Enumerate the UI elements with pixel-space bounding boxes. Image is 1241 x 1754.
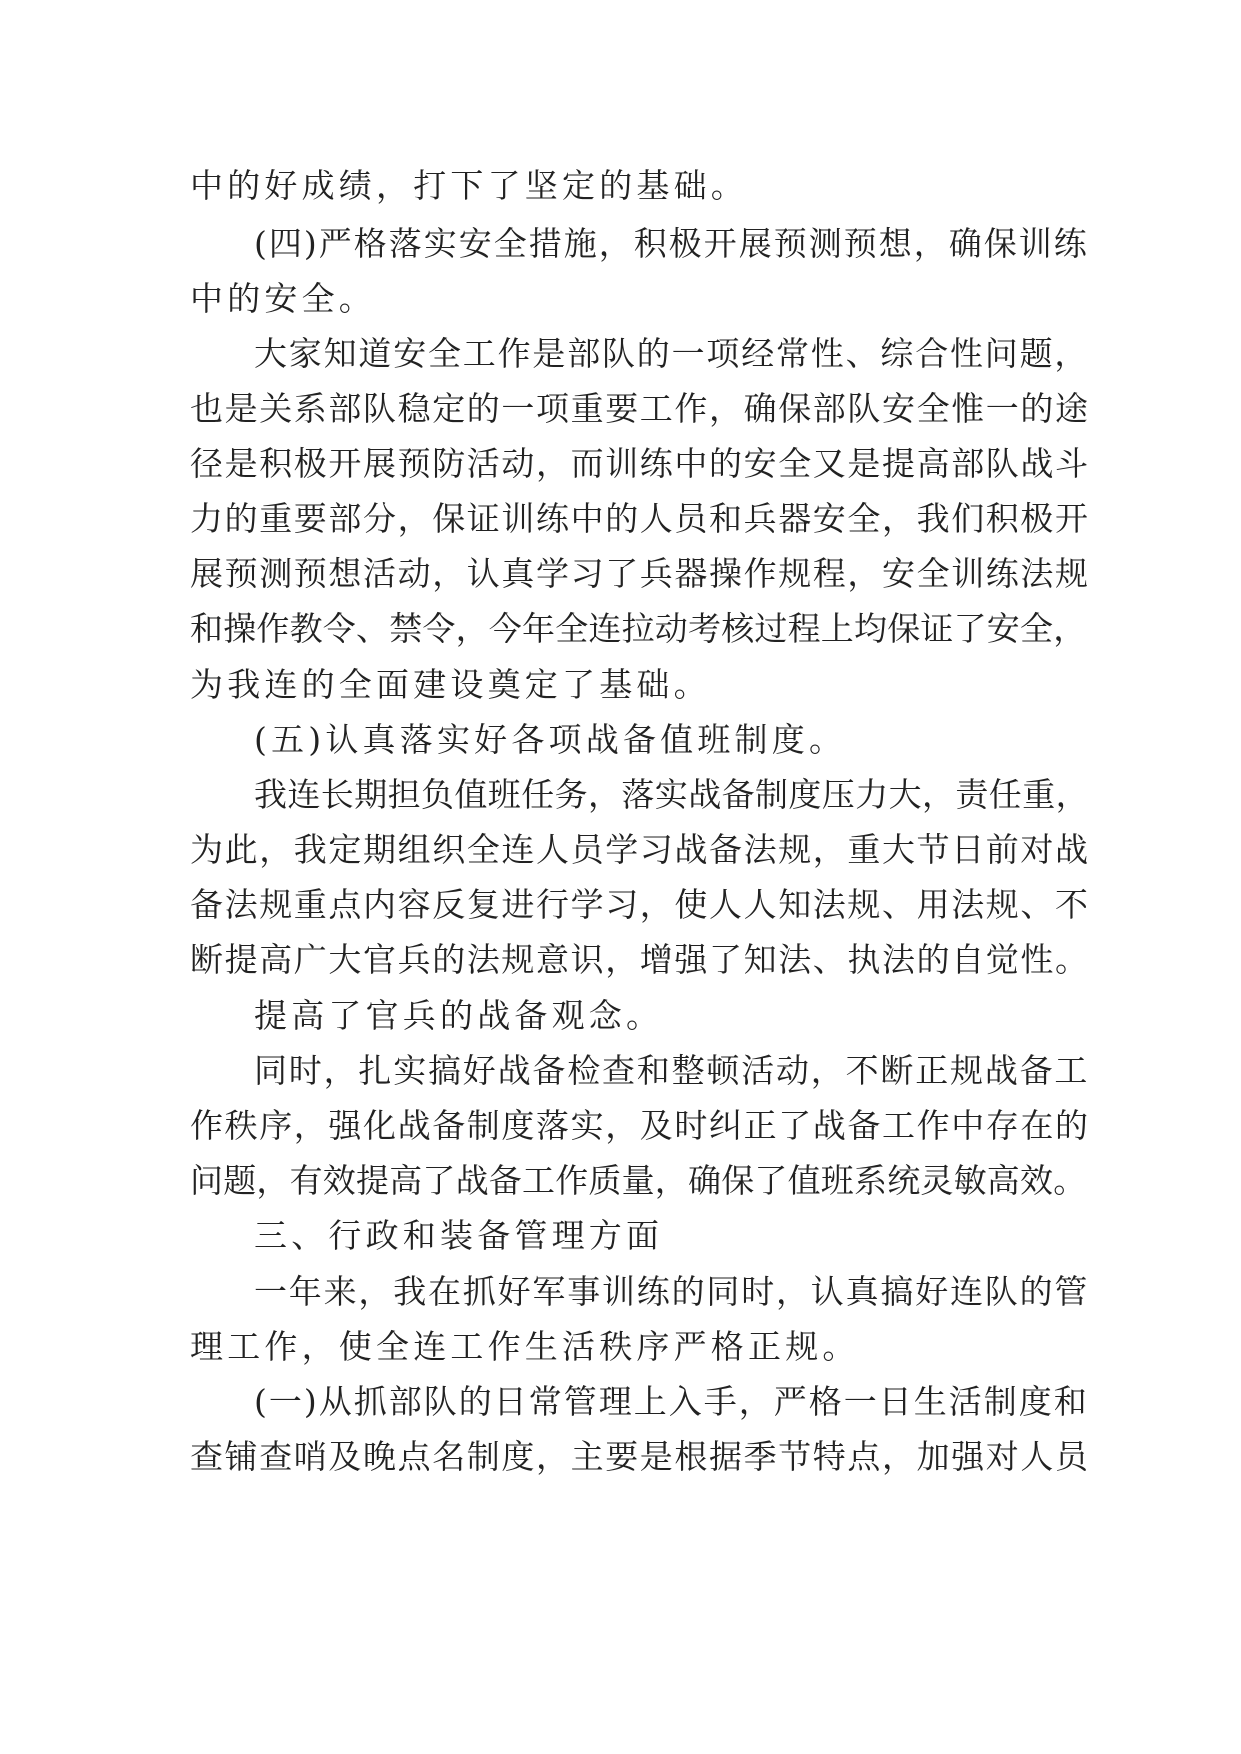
text-line-10: 为我连的全面建设奠定了基础。 [190,665,711,704]
text-line-7: 力的重要部分，保证训练中的人员和兵器安全，我们积极开 [190,499,1090,538]
text-line-2: (四)严格落实安全措施，积极开展预测预想，确保训练 [254,224,1089,263]
text-line-16: 提高了官兵的战备观念。 [254,996,664,1035]
text-line-14: 备法规重点内容反复进行学习，使人人知法规、用法规、不 [190,885,1090,924]
text-line-24: 查铺查哨及晚点名制度，主要是根据季节特点，加强对人员 [190,1437,1090,1476]
text-line-4: 大家知道安全工作是部队的一项经常性、综合性问题， [254,334,1090,373]
text-line-3: 中的安全。 [190,279,376,318]
text-line-17: 同时，扎实搞好战备检查和整顿活动，不断正规战备工 [254,1051,1090,1090]
text-line-18: 作秩序，强化战备制度落实，及时纠正了战备工作中存在的 [190,1106,1090,1145]
text-line-13: 为此，我定期组织全连人员学习战备法规，重大节日前对战 [190,830,1090,869]
text-line-12: 我连长期担负值班任务，落实战备制度压力大，责任重， [254,775,1089,814]
text-line-9: 和操作教令、禁令，今年全连拉动考核过程上均保证了安全， [190,609,1087,648]
text-line-21: 一年来，我在抓好军事训练的同时，认真搞好连队的管 [254,1272,1090,1311]
text-line-22: 理工作，使全连工作生活秩序严格正规。 [190,1327,860,1366]
text-line-6: 径是积极开展预防活动，而训练中的安全又是提高部队战斗 [190,444,1090,483]
text-line-19: 问题，有效提高了战备工作质量，确保了值班系统灵敏高效。 [190,1161,1087,1200]
text-line-1: 中的好成绩，打下了坚定的基础。 [190,166,748,205]
text-line-15: 断提高广大官兵的法规意识，增强了知法、执法的自觉性。 [190,940,1090,979]
text-line-11: (五)认真落实好各项战备值班制度。 [254,720,847,759]
text-line-8: 展预测预想活动，认真学习了兵器操作规程，安全训练法规 [190,554,1090,593]
text-line-23: (一)从抓部队的日常管理上入手，严格一日生活制度和 [254,1382,1089,1421]
text-line-20: 三、行政和装备管理方面 [254,1216,664,1255]
text-line-5: 也是关系部队稳定的一项重要工作，确保部队安全惟一的途 [190,389,1090,428]
